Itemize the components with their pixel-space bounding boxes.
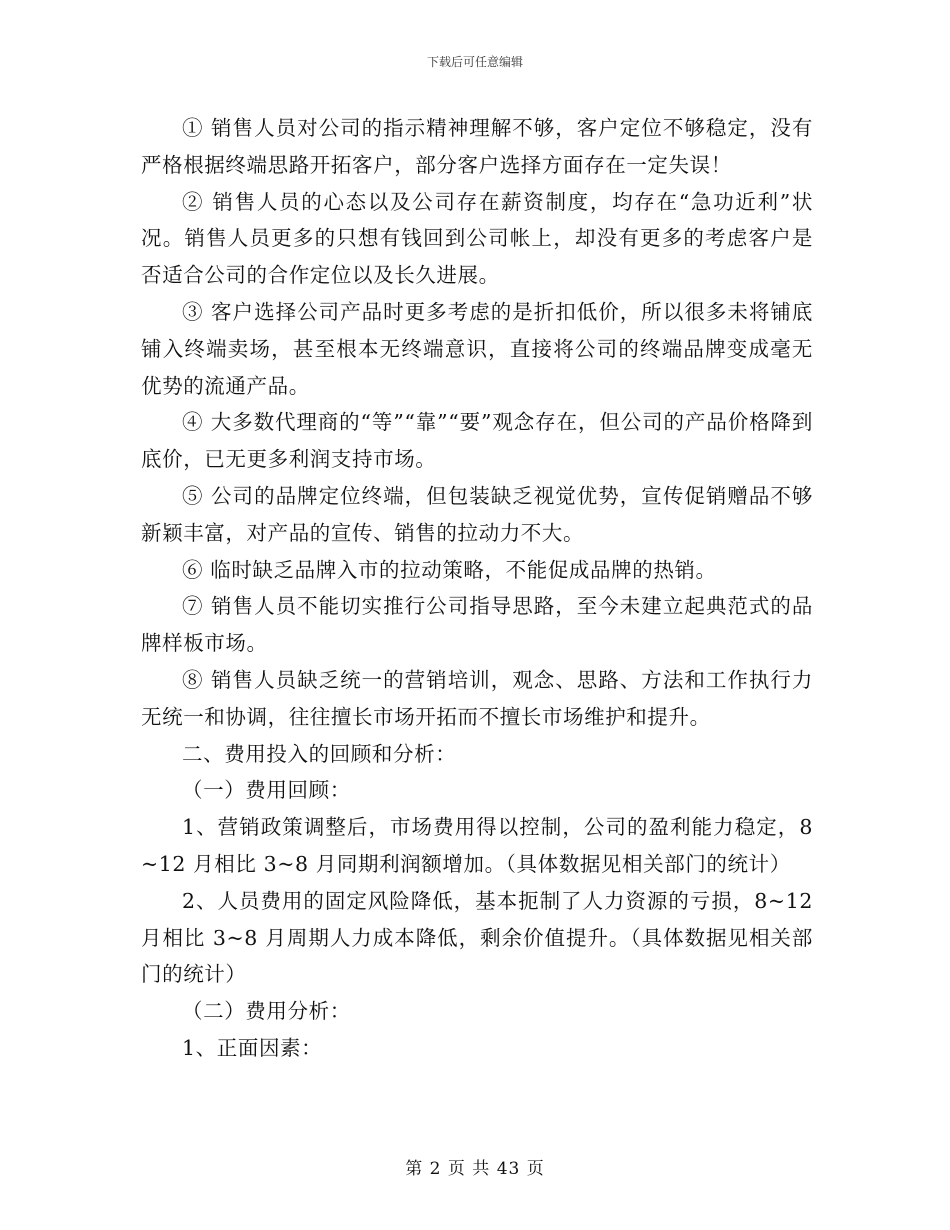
paragraph-8: ⑧ 销售人员缺乏统一的营销培训，观念、思路、方法和工作执行力无统一和协调，往往擅长市场开拓而不擅长市场维护和提升。: [141, 667, 813, 729]
paragraph-4: ④ 大多数代理商的“等”“靠”“要”观念存在，但公司的产品价格降到底价，已无更多利润支持市场。: [141, 410, 813, 472]
paragraph-7: ⑦ 销售人员不能切实推行公司指导思路，至今未建立起典范式的品牌样板市场。: [141, 594, 813, 656]
page-header: 下载后可任意编辑: [426, 55, 523, 69]
paragraph-5: ⑤ 公司的品牌定位终端，但包装缺乏视觉优势，宣传促销赠品不够新颖丰富，对产品的宣传、销售的拉动力不大。: [141, 483, 813, 545]
paragraph-2: ② 销售人员的心态以及公司存在薪资制度，均存在“急功近利”状况。销售人员更多的只想有钱回到公司帐上，却没有更多的考虑客户是否适合公司的合作定位以及长久进展。: [141, 189, 813, 288]
page-footer: 第 2 页 共 43 页: [405, 1159, 545, 1179]
subsection-heading-expense-recap: （一）费用回顾：: [182, 778, 351, 803]
subsection-heading-expense-analysis: （二）费用分析：: [182, 999, 351, 1024]
document-body: [141, 110, 813, 1067]
paragraph-6: ⑥ 临时缺乏品牌入市的拉动策略，不能促成品牌的热销。: [182, 557, 717, 582]
analysis-item-1: 1、正面因素：: [182, 1035, 323, 1060]
paragraph-1: ① 销售人员对公司的指示精神理解不够，客户定位不够稳定，没有严格根据终端思路开拓客户，部分客户选择方面存在一定失误！: [141, 116, 813, 177]
expense-item-1: 1、营销政策调整后，市场费用得以控制，公司的盈利能力稳定，8~12 月相比 3~8 月同期利润额增加。（具体数据见相关部门的统计）: [141, 815, 813, 876]
paragraph-3: ③ 客户选择公司产品时更多考虑的是折扣低价，所以很多未将铺底铺入终端卖场，甚至根本无终端意识，直接将公司的终端品牌变成毫无优势的流通产品。: [141, 299, 813, 398]
section-heading-expense-review: 二、费用投入的回顾和分析：: [182, 741, 457, 766]
expense-item-2: 2、人员费用的固定风险降低，基本扼制了人力资源的亏损，8~12 月相比 3~8 月周期人力成本降低，剩余价值提升。（具体数据见相关部门的统计）: [141, 888, 813, 987]
